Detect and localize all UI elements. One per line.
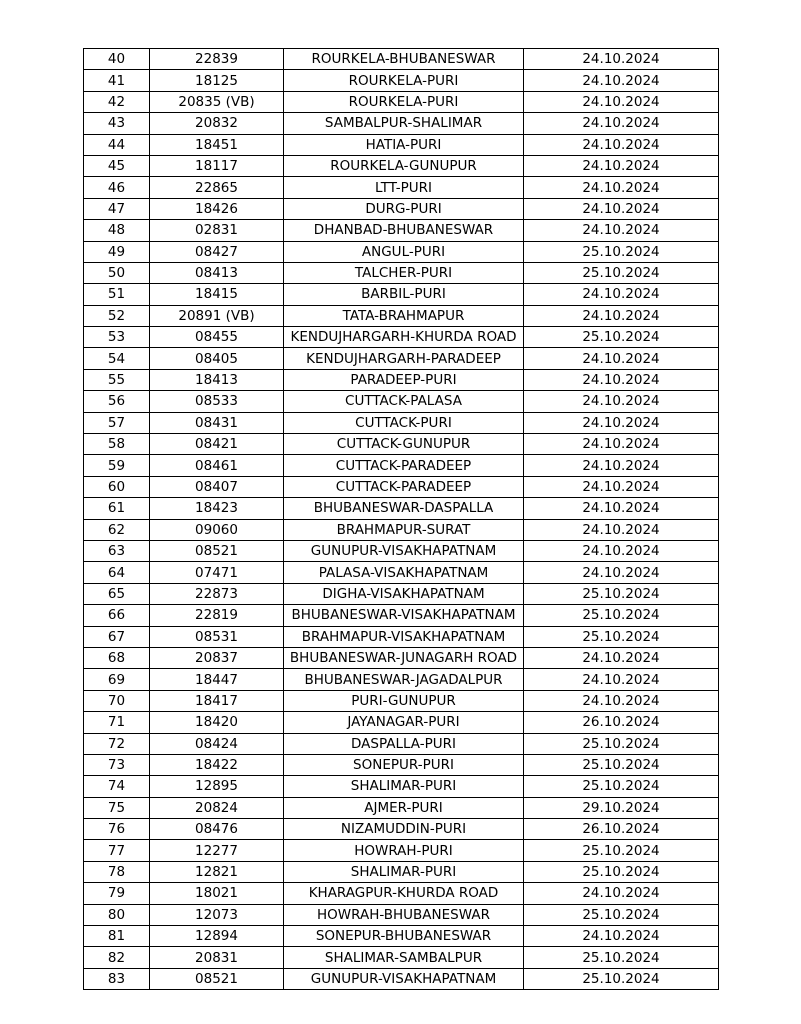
train-number-cell: 08455	[150, 327, 284, 348]
route-cell: ANGUL-PURI	[284, 241, 524, 262]
train-number-cell: 18125	[150, 70, 284, 91]
train-number-cell: 22873	[150, 583, 284, 604]
route-cell: ROURKELA-BHUBANESWAR	[284, 49, 524, 70]
train-number-cell: 18422	[150, 754, 284, 775]
table-row	[84, 455, 719, 476]
table-row	[84, 434, 719, 455]
serial-number-cell: 44	[84, 134, 150, 155]
date-cell: 26.10.2024	[524, 819, 719, 840]
route-cell: BARBIL-PURI	[284, 284, 524, 305]
table-row	[84, 113, 719, 134]
table-row	[84, 369, 719, 390]
train-number-cell: 20831	[150, 947, 284, 968]
date-cell: 25.10.2024	[524, 904, 719, 925]
serial-number-cell: 59	[84, 455, 150, 476]
train-number-cell: 07471	[150, 562, 284, 583]
date-cell: 24.10.2024	[524, 647, 719, 668]
date-cell: 25.10.2024	[524, 605, 719, 626]
route-cell: DIGHA-VISAKHAPATNAM	[284, 583, 524, 604]
table-row	[84, 669, 719, 690]
date-cell: 25.10.2024	[524, 733, 719, 754]
route-cell: SONEPUR-BHUBANESWAR	[284, 926, 524, 947]
table-row	[84, 690, 719, 711]
serial-number-cell: 46	[84, 177, 150, 198]
serial-number-cell: 70	[84, 690, 150, 711]
train-number-cell: 20824	[150, 797, 284, 818]
route-cell: SONEPUR-PURI	[284, 754, 524, 775]
table-row	[84, 70, 719, 91]
date-cell: 24.10.2024	[524, 49, 719, 70]
table-row	[84, 797, 719, 818]
table-row	[84, 776, 719, 797]
serial-number-cell: 73	[84, 754, 150, 775]
date-cell: 24.10.2024	[524, 305, 719, 326]
route-cell: SHALIMAR-PURI	[284, 861, 524, 882]
table-row	[84, 583, 719, 604]
route-cell: ROURKELA-PURI	[284, 91, 524, 112]
route-cell: TALCHER-PURI	[284, 262, 524, 283]
date-cell: 24.10.2024	[524, 476, 719, 497]
train-number-cell: 12821	[150, 861, 284, 882]
route-cell: BHUBANESWAR-VISAKHAPATNAM	[284, 605, 524, 626]
train-number-cell: 18021	[150, 883, 284, 904]
date-cell: 25.10.2024	[524, 754, 719, 775]
serial-number-cell: 69	[84, 669, 150, 690]
table-row	[84, 947, 719, 968]
date-cell: 25.10.2024	[524, 840, 719, 861]
table-row	[84, 626, 719, 647]
table-row	[84, 904, 719, 925]
serial-number-cell: 40	[84, 49, 150, 70]
date-cell: 26.10.2024	[524, 712, 719, 733]
train-number-cell: 08431	[150, 412, 284, 433]
table-row	[84, 840, 719, 861]
route-cell: HOWRAH-BHUBANESWAR	[284, 904, 524, 925]
date-cell: 24.10.2024	[524, 155, 719, 176]
serial-number-cell: 54	[84, 348, 150, 369]
serial-number-cell: 57	[84, 412, 150, 433]
table-row	[84, 327, 719, 348]
train-number-cell: 18426	[150, 198, 284, 219]
date-cell: 25.10.2024	[524, 947, 719, 968]
train-number-cell: 08421	[150, 434, 284, 455]
table-row	[84, 412, 719, 433]
train-number-cell: 08424	[150, 733, 284, 754]
route-cell: BHUBANESWAR-JUNAGARH ROAD	[284, 647, 524, 668]
date-cell: 24.10.2024	[524, 113, 719, 134]
route-cell: SAMBALPUR-SHALIMAR	[284, 113, 524, 134]
document-page	[83, 48, 718, 990]
route-cell: DURG-PURI	[284, 198, 524, 219]
route-cell: PALASA-VISAKHAPATNAM	[284, 562, 524, 583]
table-row	[84, 819, 719, 840]
table-row	[84, 348, 719, 369]
date-cell: 25.10.2024	[524, 776, 719, 797]
route-cell: PARADEEP-PURI	[284, 369, 524, 390]
route-cell: AJMER-PURI	[284, 797, 524, 818]
date-cell: 24.10.2024	[524, 177, 719, 198]
table-row	[84, 754, 719, 775]
train-number-cell: 08413	[150, 262, 284, 283]
serial-number-cell: 50	[84, 262, 150, 283]
date-cell: 25.10.2024	[524, 861, 719, 882]
date-cell: 24.10.2024	[524, 455, 719, 476]
date-cell: 24.10.2024	[524, 220, 719, 241]
train-number-cell: 20832	[150, 113, 284, 134]
train-number-cell: 20835 (VB)	[150, 91, 284, 112]
date-cell: 24.10.2024	[524, 198, 719, 219]
table-row	[84, 91, 719, 112]
date-cell: 24.10.2024	[524, 519, 719, 540]
date-cell: 25.10.2024	[524, 241, 719, 262]
train-number-cell: 12894	[150, 926, 284, 947]
table-row	[84, 49, 719, 70]
serial-number-cell: 78	[84, 861, 150, 882]
serial-number-cell: 63	[84, 540, 150, 561]
train-number-cell: 08461	[150, 455, 284, 476]
route-cell: BHUBANESWAR-JAGADALPUR	[284, 669, 524, 690]
train-number-cell: 08533	[150, 391, 284, 412]
date-cell: 25.10.2024	[524, 626, 719, 647]
serial-number-cell: 71	[84, 712, 150, 733]
train-number-cell: 08531	[150, 626, 284, 647]
serial-number-cell: 77	[84, 840, 150, 861]
table-row	[84, 926, 719, 947]
train-number-cell: 08407	[150, 476, 284, 497]
table-row	[84, 391, 719, 412]
route-cell: SHALIMAR-PURI	[284, 776, 524, 797]
train-number-cell: 22819	[150, 605, 284, 626]
serial-number-cell: 52	[84, 305, 150, 326]
route-cell: BRAHMAPUR-SURAT	[284, 519, 524, 540]
serial-number-cell: 55	[84, 369, 150, 390]
train-number-cell: 20837	[150, 647, 284, 668]
route-cell: HATIA-PURI	[284, 134, 524, 155]
train-number-cell: 22865	[150, 177, 284, 198]
table-row	[84, 562, 719, 583]
serial-number-cell: 61	[84, 498, 150, 519]
route-cell: DASPALLA-PURI	[284, 733, 524, 754]
route-cell: ROURKELA-GUNUPUR	[284, 155, 524, 176]
serial-number-cell: 72	[84, 733, 150, 754]
route-cell: BRAHMAPUR-VISAKHAPATNAM	[284, 626, 524, 647]
train-number-cell: 02831	[150, 220, 284, 241]
table-row	[84, 220, 719, 241]
train-number-cell: 12895	[150, 776, 284, 797]
train-number-cell: 08521	[150, 968, 284, 989]
table-row	[84, 198, 719, 219]
date-cell: 24.10.2024	[524, 540, 719, 561]
route-cell: ROURKELA-PURI	[284, 70, 524, 91]
route-cell: KENDUJHARGARH-KHURDA ROAD	[284, 327, 524, 348]
table-body	[84, 49, 719, 990]
date-cell: 24.10.2024	[524, 434, 719, 455]
serial-number-cell: 60	[84, 476, 150, 497]
route-cell: DHANBAD-BHUBANESWAR	[284, 220, 524, 241]
route-cell: BHUBANESWAR-DASPALLA	[284, 498, 524, 519]
route-cell: KHARAGPUR-KHURDA ROAD	[284, 883, 524, 904]
date-cell: 25.10.2024	[524, 262, 719, 283]
train-number-cell: 08405	[150, 348, 284, 369]
table-row	[84, 155, 719, 176]
date-cell: 24.10.2024	[524, 412, 719, 433]
table-row	[84, 284, 719, 305]
serial-number-cell: 82	[84, 947, 150, 968]
date-cell: 24.10.2024	[524, 690, 719, 711]
table-row	[84, 968, 719, 989]
serial-number-cell: 74	[84, 776, 150, 797]
train-number-cell: 20891 (VB)	[150, 305, 284, 326]
table-row	[84, 733, 719, 754]
route-cell: CUTTACK-GUNUPUR	[284, 434, 524, 455]
route-cell: CUTTACK-PALASA	[284, 391, 524, 412]
train-number-cell: 12277	[150, 840, 284, 861]
serial-number-cell: 81	[84, 926, 150, 947]
train-number-cell: 22839	[150, 49, 284, 70]
table-row	[84, 883, 719, 904]
table-row	[84, 540, 719, 561]
date-cell: 25.10.2024	[524, 583, 719, 604]
train-number-cell: 18451	[150, 134, 284, 155]
route-cell: PURI-GUNUPUR	[284, 690, 524, 711]
date-cell: 24.10.2024	[524, 669, 719, 690]
date-cell: 24.10.2024	[524, 926, 719, 947]
serial-number-cell: 43	[84, 113, 150, 134]
route-cell: GUNUPUR-VISAKHAPATNAM	[284, 968, 524, 989]
serial-number-cell: 53	[84, 327, 150, 348]
train-number-cell: 18117	[150, 155, 284, 176]
serial-number-cell: 58	[84, 434, 150, 455]
train-number-cell: 08427	[150, 241, 284, 262]
date-cell: 29.10.2024	[524, 797, 719, 818]
date-cell: 24.10.2024	[524, 134, 719, 155]
train-number-cell: 18415	[150, 284, 284, 305]
train-number-cell: 18447	[150, 669, 284, 690]
serial-number-cell: 64	[84, 562, 150, 583]
serial-number-cell: 68	[84, 647, 150, 668]
serial-number-cell: 56	[84, 391, 150, 412]
date-cell: 24.10.2024	[524, 284, 719, 305]
serial-number-cell: 83	[84, 968, 150, 989]
serial-number-cell: 47	[84, 198, 150, 219]
date-cell: 24.10.2024	[524, 369, 719, 390]
serial-number-cell: 65	[84, 583, 150, 604]
table-row	[84, 134, 719, 155]
date-cell: 25.10.2024	[524, 968, 719, 989]
table-row	[84, 241, 719, 262]
serial-number-cell: 62	[84, 519, 150, 540]
serial-number-cell: 79	[84, 883, 150, 904]
date-cell: 24.10.2024	[524, 498, 719, 519]
serial-number-cell: 49	[84, 241, 150, 262]
date-cell: 24.10.2024	[524, 562, 719, 583]
route-cell: GUNUPUR-VISAKHAPATNAM	[284, 540, 524, 561]
train-number-cell: 18423	[150, 498, 284, 519]
route-cell: SHALIMAR-SAMBALPUR	[284, 947, 524, 968]
train-number-cell: 12073	[150, 904, 284, 925]
serial-number-cell: 75	[84, 797, 150, 818]
date-cell: 24.10.2024	[524, 883, 719, 904]
date-cell: 24.10.2024	[524, 70, 719, 91]
table-row	[84, 712, 719, 733]
serial-number-cell: 66	[84, 605, 150, 626]
table-row	[84, 305, 719, 326]
table-row	[84, 262, 719, 283]
table-row	[84, 861, 719, 882]
serial-number-cell: 42	[84, 91, 150, 112]
train-number-cell: 18420	[150, 712, 284, 733]
date-cell: 24.10.2024	[524, 91, 719, 112]
route-cell: TATA-BRAHMAPUR	[284, 305, 524, 326]
route-cell: CUTTACK-PARADEEP	[284, 476, 524, 497]
route-cell: CUTTACK-PURI	[284, 412, 524, 433]
table-row	[84, 177, 719, 198]
route-cell: LTT-PURI	[284, 177, 524, 198]
table-row	[84, 647, 719, 668]
table-row	[84, 605, 719, 626]
table-row	[84, 476, 719, 497]
train-number-cell: 18413	[150, 369, 284, 390]
table-row	[84, 519, 719, 540]
route-cell: HOWRAH-PURI	[284, 840, 524, 861]
serial-number-cell: 80	[84, 904, 150, 925]
serial-number-cell: 76	[84, 819, 150, 840]
date-cell: 24.10.2024	[524, 391, 719, 412]
date-cell: 24.10.2024	[524, 348, 719, 369]
route-cell: NIZAMUDDIN-PURI	[284, 819, 524, 840]
route-cell: KENDUJHARGARH-PARADEEP	[284, 348, 524, 369]
train-number-cell: 18417	[150, 690, 284, 711]
train-number-cell: 08476	[150, 819, 284, 840]
serial-number-cell: 41	[84, 70, 150, 91]
serial-number-cell: 48	[84, 220, 150, 241]
serial-number-cell: 51	[84, 284, 150, 305]
serial-number-cell: 67	[84, 626, 150, 647]
train-number-cell: 08521	[150, 540, 284, 561]
train-schedule-table	[83, 48, 719, 990]
table-row	[84, 498, 719, 519]
date-cell: 25.10.2024	[524, 327, 719, 348]
route-cell: JAYANAGAR-PURI	[284, 712, 524, 733]
serial-number-cell: 45	[84, 155, 150, 176]
route-cell: CUTTACK-PARADEEP	[284, 455, 524, 476]
train-number-cell: 09060	[150, 519, 284, 540]
